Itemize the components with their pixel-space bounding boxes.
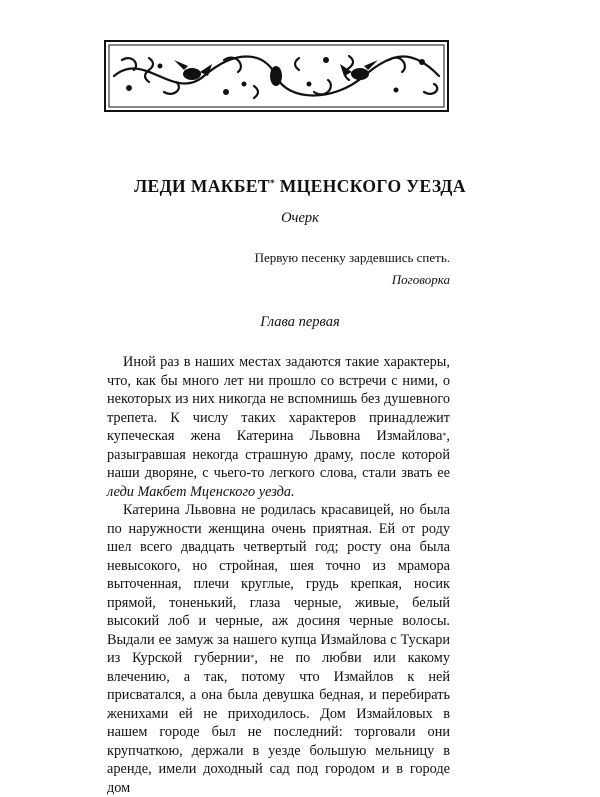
decorative-ornament-banner [104, 40, 449, 112]
paragraph-1 [107, 353, 450, 501]
footnote-mark: * [442, 431, 447, 440]
chapter-heading: Глава первая [260, 314, 340, 330]
epigraph-source: Поговорка [391, 272, 450, 287]
paragraph-1-text-b: , разыгравшая некогда страшную драму, после которой наши дворяне, с чьего-то легкого слова, стали звать ее [107, 428, 450, 481]
paragraph-2-text-a: Катерина Львовна не родилась красавицей, но была по наружности женщина очень приятная. Ей от роду шел всего двадцать четвертый год; росту она была невысокого, но стройная, шея точно из мрамора выточенная, плечи круглые, грудь крепкая, носик прямой, тоненький, глаза черные, живые, белый высокий лоб и черные, аж досиня черные волосы. Выдали ее замуж за нашего купца Измайлова с Тускари из Курской губернии [107, 502, 450, 666]
body-text [107, 353, 450, 797]
paragraph-1-emphasis: леди Макбет Мценского уезда. [107, 483, 295, 500]
epigraph-text: Первую песенку зардевшись спеть. [254, 250, 450, 265]
story-title-rest: МЦЕНСКОГО УЕЗДА [274, 176, 466, 196]
story-subtitle: Очерк [281, 210, 319, 226]
epigraph [255, 250, 450, 288]
footnote-mark: * [250, 653, 255, 662]
paragraph-1-text-a: Иной раз в наших местах задаются такие характеры, что, как бы много лет ни прошло со встречи с ними, о некоторых из них никогда не вспомнишь без душевного трепета. К числу таких характеров принадлежит купеческая жена Катерина Львовна Измайлова [107, 354, 450, 444]
paragraph-2 [107, 501, 450, 797]
footnote-mark: * [270, 178, 275, 188]
story-title [0, 176, 600, 197]
paragraph-2-text-b: , не по любви или какому влечению, а так, потому что Измайлов к ней присватался, а она была девушка бедная, и перебирать женихами ей не приходилось. Дом Измайловых в нашем городе был не последний: торговали они крупчаткою, держали в уезде большую мельницу в аренде, имели доходный сад под городом и в городе дом [107, 650, 450, 796]
story-title-main: ЛЕДИ МАКБЕТ [134, 176, 271, 196]
